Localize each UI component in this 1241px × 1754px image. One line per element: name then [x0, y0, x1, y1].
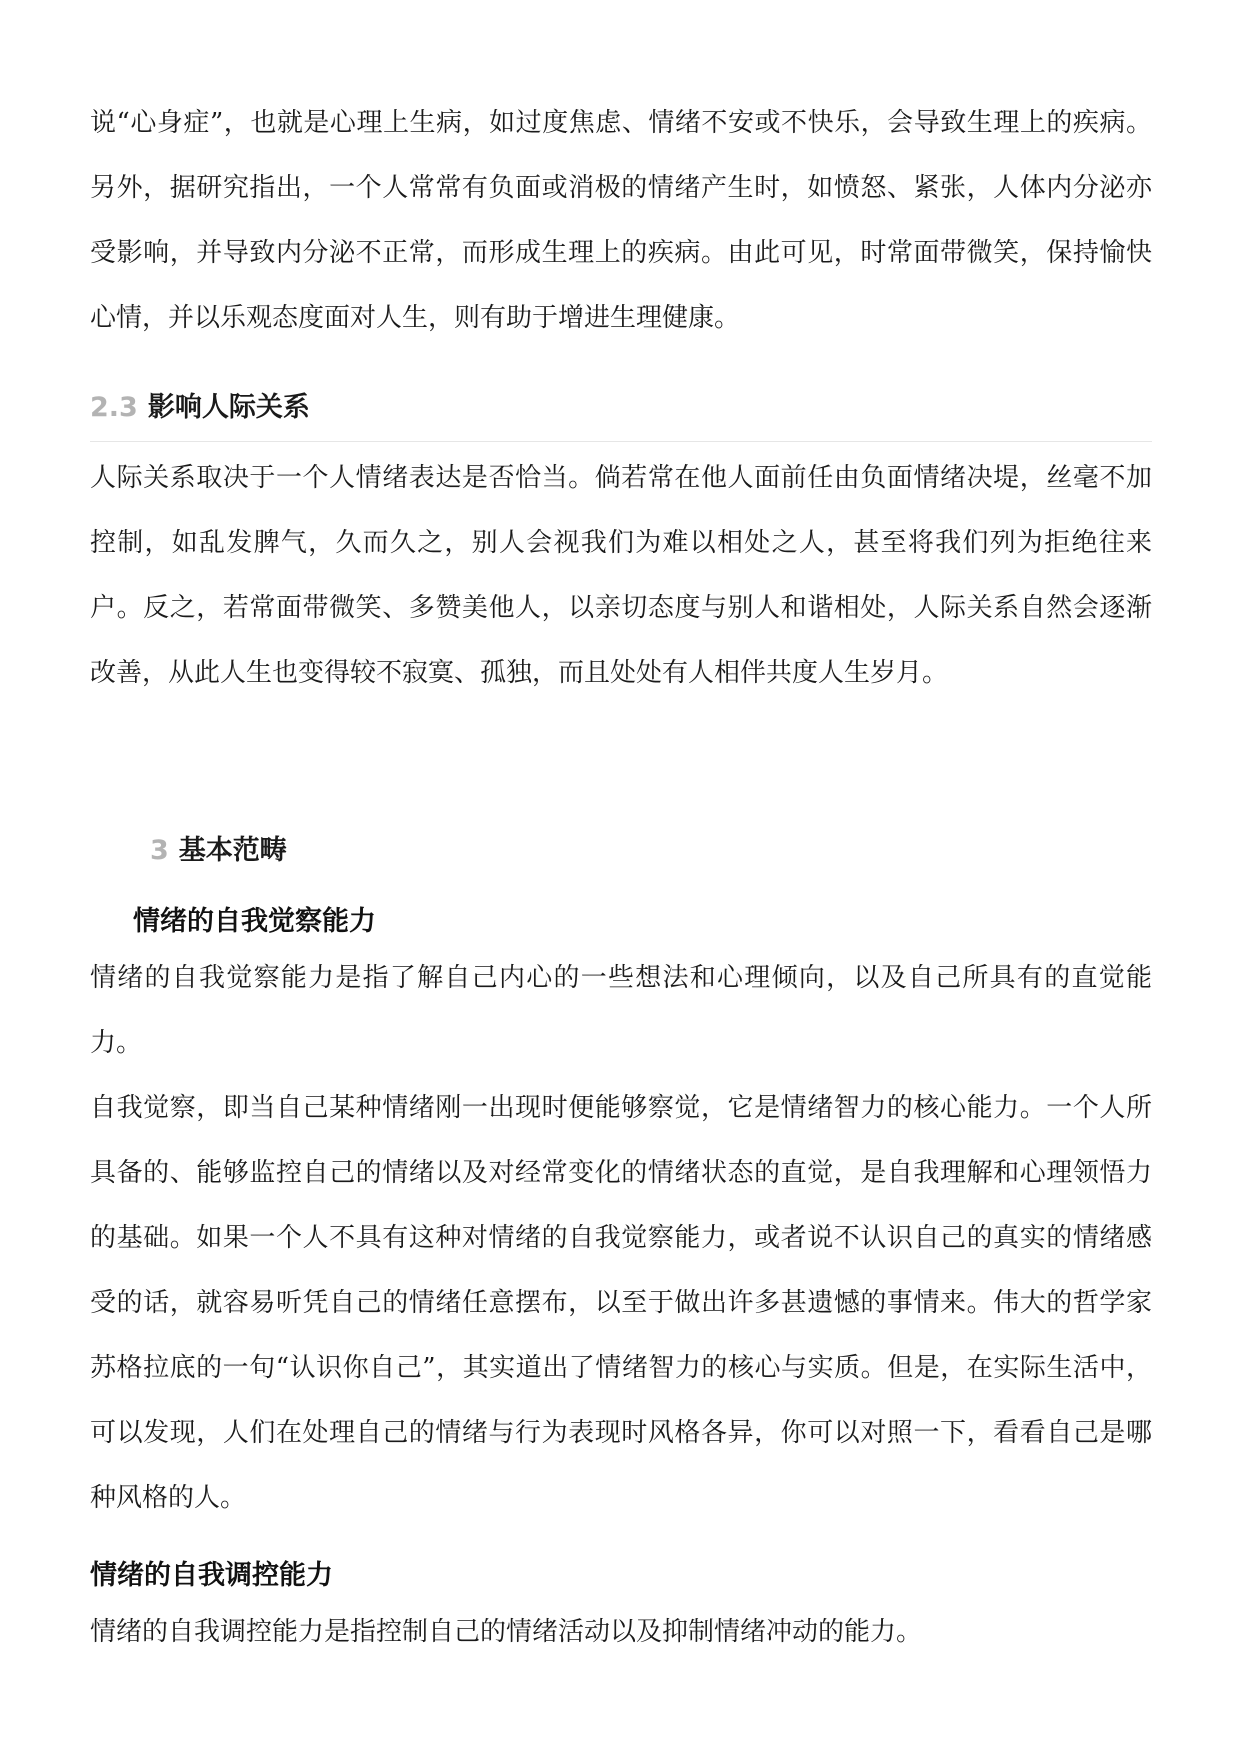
section-title: 影响人际关系 [147, 392, 310, 423]
section-heading-3 [150, 828, 287, 867]
section-number: 2.3 [90, 392, 138, 423]
subheading-self-regulation: 情绪的自我调控能力 [90, 1560, 333, 1591]
paragraph-psychosomatic: 说“心身症”，也就是心理上生病，如过度焦虑、情绪不安或不快乐，会导致生理上的疾病。另外，据研究指出，一个人常常有负面或消极的情绪产生时，如愤怒、紧张，人体内分泌亦受影响，并导致内分泌不正常，而形成生理上的疾病。由此可见，时常面带微笑，保持愉快心情，并以乐观态度面对人生，则有助于增进生理健康。 [90, 108, 1152, 333]
paragraph-self-awareness: 自我觉察，即当自己某种情绪刚一出现时便能够察觉，它是情绪智力的核心能力。一个人所具备的、能够监控自己的情绪以及对经常变化的情绪状态的直觉，是自我理解和心理领悟力的基础。如果一个人不具有这种对情绪的自我觉察能力，或者说不认识自己的真实的情绪感受的话，就容易听凭自己的情绪任意摆布，以至于做出许多甚遗憾的事情来。伟大的哲学家苏格拉底的一句“认识你自己”，其实道出了情绪智力的核心与实质。但是，在实际生活中，可以发现，人们在处理自己的情绪与行为表现时风格各异，你可以对照一下，看看自己是哪种风格的人。 [90, 1093, 1152, 1513]
paragraph-regulation-definition: 情绪的自我调控能力是指控制自己的情绪活动以及抑制情绪冲动的能力。 [90, 1617, 923, 1647]
subheading-self-awareness: 情绪的自我觉察能力 [133, 906, 376, 937]
section-title: 基本范畴 [178, 835, 287, 866]
paragraph-interpersonal: 人际关系取决于一个人情绪表达是否恰当。倘若常在他人面前任由负面情绪决堤，丝毫不加控制，如乱发脾气，久而久之，别人会视我们为难以相处之人，甚至将我们列为拒绝往来户。反之，若常面带微笑、多赞美他人，以亲切态度与别人和谐相处，人际关系自然会逐渐改善，从此人生也变得较不寂寞、孤独，而且处处有人相伴共度人生岁月。 [90, 463, 1152, 688]
paragraph-awareness-definition: 情绪的自我觉察能力是指了解自己内心的一些想法和心理倾向，以及自己所具有的直觉能力。 [90, 963, 1152, 1058]
section-number: 3 [150, 835, 169, 866]
heading-divider [90, 441, 1152, 442]
section-heading-2-3 [90, 385, 310, 424]
